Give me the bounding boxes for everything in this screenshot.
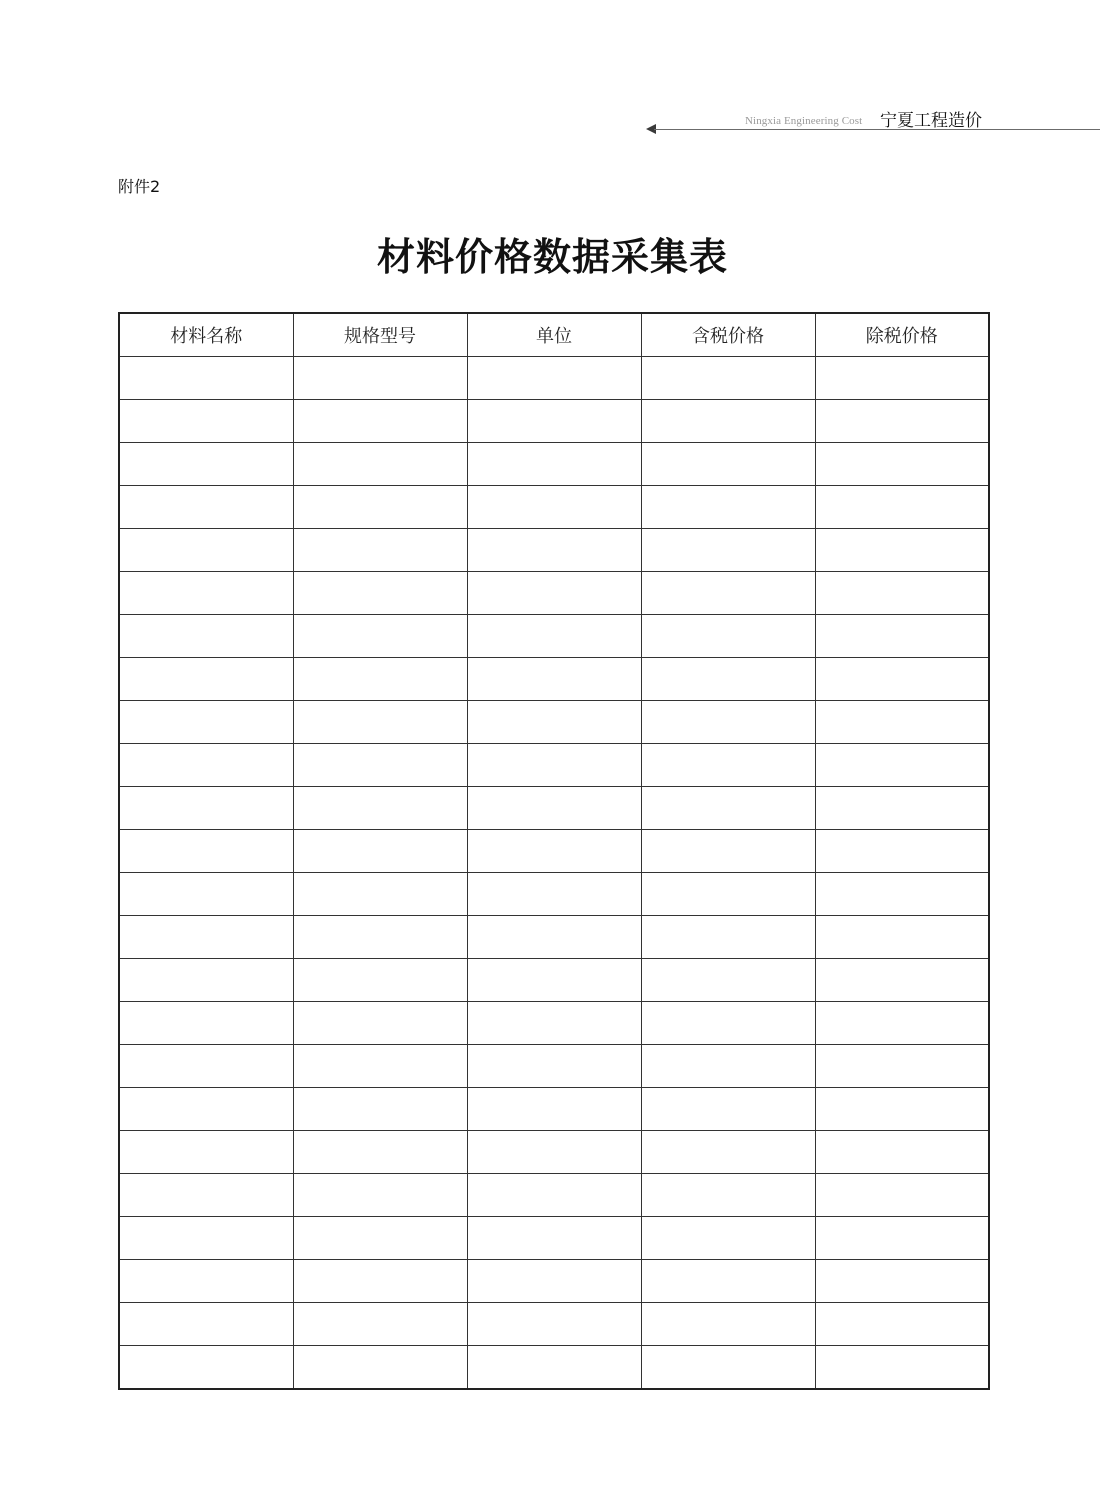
- table-cell[interactable]: [467, 744, 641, 787]
- table-row: [119, 400, 989, 443]
- table-row: [119, 1045, 989, 1088]
- table-cell[interactable]: [467, 486, 641, 529]
- table-cell[interactable]: [815, 1002, 989, 1045]
- table-row: [119, 615, 989, 658]
- table-cell[interactable]: [119, 701, 293, 744]
- column-header-spec-model: 规格型号: [293, 313, 467, 357]
- table-cell[interactable]: [641, 529, 815, 572]
- table-cell[interactable]: [293, 787, 467, 830]
- table-cell[interactable]: [119, 916, 293, 959]
- table-cell[interactable]: [815, 701, 989, 744]
- table-cell[interactable]: [467, 873, 641, 916]
- table-cell[interactable]: [815, 1131, 989, 1174]
- table-cell[interactable]: [119, 443, 293, 486]
- table-cell[interactable]: [119, 1131, 293, 1174]
- table-cell[interactable]: [641, 1217, 815, 1260]
- column-header-tax-excluded-price: 除税价格: [815, 313, 989, 357]
- table-cell[interactable]: [119, 1174, 293, 1217]
- table-cell[interactable]: [467, 1045, 641, 1088]
- table-row: [119, 916, 989, 959]
- table-cell[interactable]: [815, 443, 989, 486]
- table-cell[interactable]: [119, 529, 293, 572]
- table-cell[interactable]: [467, 357, 641, 400]
- table-cell[interactable]: [641, 400, 815, 443]
- table-cell[interactable]: [641, 1346, 815, 1390]
- table-row: [119, 1217, 989, 1260]
- table-cell[interactable]: [641, 744, 815, 787]
- table-cell[interactable]: [815, 1303, 989, 1346]
- table-cell[interactable]: [293, 529, 467, 572]
- table-cell[interactable]: [641, 1002, 815, 1045]
- table-cell[interactable]: [641, 572, 815, 615]
- table-cell[interactable]: [293, 1045, 467, 1088]
- table-cell[interactable]: [815, 1346, 989, 1390]
- table-row: [119, 1303, 989, 1346]
- column-header-unit: 单位: [467, 313, 641, 357]
- table-cell[interactable]: [815, 1217, 989, 1260]
- table-cell[interactable]: [815, 529, 989, 572]
- table-cell[interactable]: [293, 658, 467, 701]
- table-cell[interactable]: [467, 529, 641, 572]
- table-cell[interactable]: [815, 787, 989, 830]
- table-row: [119, 572, 989, 615]
- table-cell[interactable]: [119, 959, 293, 1002]
- header-english-name: Ningxia Engineering Cost: [745, 115, 863, 127]
- table-row: [119, 1346, 989, 1390]
- table-cell[interactable]: [119, 486, 293, 529]
- table-cell[interactable]: [119, 1260, 293, 1303]
- table-header-row: [119, 313, 989, 357]
- table-cell[interactable]: [293, 873, 467, 916]
- table-cell[interactable]: [641, 959, 815, 1002]
- table-cell[interactable]: [467, 1260, 641, 1303]
- table-cell[interactable]: [641, 1088, 815, 1131]
- table-cell[interactable]: [641, 1045, 815, 1088]
- table-cell[interactable]: [815, 357, 989, 400]
- table-cell[interactable]: [467, 400, 641, 443]
- table-cell[interactable]: [467, 1217, 641, 1260]
- price-collection-table: [118, 312, 990, 1390]
- table-cell[interactable]: [119, 357, 293, 400]
- table-cell[interactable]: [815, 1088, 989, 1131]
- table-cell[interactable]: [293, 1303, 467, 1346]
- table-cell[interactable]: [293, 1131, 467, 1174]
- table-cell[interactable]: [119, 1045, 293, 1088]
- table-cell[interactable]: [119, 1303, 293, 1346]
- table-cell[interactable]: [641, 1174, 815, 1217]
- table-row: [119, 959, 989, 1002]
- table-cell[interactable]: [641, 443, 815, 486]
- table-row: [119, 1174, 989, 1217]
- price-collection-table-wrapper: [118, 312, 988, 1367]
- table-cell[interactable]: [293, 744, 467, 787]
- table-cell[interactable]: [641, 658, 815, 701]
- table-cell[interactable]: [119, 572, 293, 615]
- table-row: [119, 1131, 989, 1174]
- table-cell[interactable]: [119, 1346, 293, 1390]
- table-cell[interactable]: [119, 787, 293, 830]
- table-cell[interactable]: [641, 1303, 815, 1346]
- table-row: [119, 1002, 989, 1045]
- table-cell[interactable]: [641, 830, 815, 873]
- table-cell[interactable]: [293, 830, 467, 873]
- table-cell[interactable]: [641, 701, 815, 744]
- page-title: 材料价格数据采集表: [376, 234, 728, 279]
- table-cell[interactable]: [815, 1045, 989, 1088]
- table-cell[interactable]: [467, 1131, 641, 1174]
- table-cell[interactable]: [467, 959, 641, 1002]
- table-cell[interactable]: [467, 787, 641, 830]
- table-cell[interactable]: [467, 1303, 641, 1346]
- table-cell[interactable]: [119, 658, 293, 701]
- table-cell[interactable]: [641, 615, 815, 658]
- table-cell[interactable]: [293, 1002, 467, 1045]
- table-body: [119, 357, 989, 1390]
- table-cell[interactable]: [467, 916, 641, 959]
- table-cell[interactable]: [641, 787, 815, 830]
- table-cell[interactable]: [293, 443, 467, 486]
- table-cell[interactable]: [467, 1088, 641, 1131]
- table-cell[interactable]: [119, 1002, 293, 1045]
- table-cell[interactable]: [293, 1174, 467, 1217]
- table-cell[interactable]: [467, 1002, 641, 1045]
- table-cell[interactable]: [119, 830, 293, 873]
- table-cell[interactable]: [815, 916, 989, 959]
- table-cell[interactable]: [815, 873, 989, 916]
- table-cell[interactable]: [815, 486, 989, 529]
- table-row: [119, 529, 989, 572]
- table-cell[interactable]: [641, 486, 815, 529]
- table-cell[interactable]: [815, 830, 989, 873]
- table-cell[interactable]: [293, 701, 467, 744]
- table-row: [119, 830, 989, 873]
- table-row: [119, 486, 989, 529]
- table-row: [119, 443, 989, 486]
- table-cell[interactable]: [293, 357, 467, 400]
- table-cell[interactable]: [815, 658, 989, 701]
- table-row: [119, 744, 989, 787]
- table-row: [119, 873, 989, 916]
- table-cell[interactable]: [815, 572, 989, 615]
- table-cell[interactable]: [119, 400, 293, 443]
- column-header-material-name: 材料名称: [119, 313, 293, 357]
- table-cell[interactable]: [815, 400, 989, 443]
- table-cell[interactable]: [293, 959, 467, 1002]
- table-row: [119, 1260, 989, 1303]
- header-chinese-name: 宁夏工程造价: [880, 111, 982, 131]
- table-cell[interactable]: [293, 1217, 467, 1260]
- table-cell[interactable]: [119, 873, 293, 916]
- table-cell[interactable]: [467, 443, 641, 486]
- table-cell[interactable]: [467, 830, 641, 873]
- table-cell[interactable]: [641, 916, 815, 959]
- column-header-tax-included-price: 含税价格: [641, 313, 815, 357]
- table-row: [119, 357, 989, 400]
- table-cell[interactable]: [815, 1260, 989, 1303]
- table-cell[interactable]: [815, 615, 989, 658]
- table-cell[interactable]: [815, 959, 989, 1002]
- header-rule: [654, 129, 1100, 130]
- table-cell[interactable]: [293, 1260, 467, 1303]
- table-cell[interactable]: [293, 486, 467, 529]
- table-cell[interactable]: [467, 701, 641, 744]
- table-cell[interactable]: [641, 357, 815, 400]
- table-cell[interactable]: [641, 1260, 815, 1303]
- table-row: [119, 787, 989, 830]
- table-row: [119, 1088, 989, 1131]
- table-cell[interactable]: [467, 658, 641, 701]
- table-cell[interactable]: [467, 572, 641, 615]
- attachment-label: 附件2: [118, 177, 161, 196]
- table-row: [119, 658, 989, 701]
- table-cell[interactable]: [641, 1131, 815, 1174]
- table-cell[interactable]: [119, 744, 293, 787]
- table-cell[interactable]: [119, 615, 293, 658]
- table-cell[interactable]: [815, 1174, 989, 1217]
- table-row: [119, 701, 989, 744]
- table-cell[interactable]: [467, 1174, 641, 1217]
- table-cell[interactable]: [119, 1217, 293, 1260]
- table-cell[interactable]: [641, 873, 815, 916]
- table-cell[interactable]: [815, 744, 989, 787]
- table-cell[interactable]: [119, 1088, 293, 1131]
- table-cell[interactable]: [293, 572, 467, 615]
- table-cell[interactable]: [293, 400, 467, 443]
- table-cell[interactable]: [467, 1346, 641, 1390]
- table-cell[interactable]: [293, 615, 467, 658]
- table-cell[interactable]: [467, 615, 641, 658]
- table-cell[interactable]: [293, 916, 467, 959]
- table-cell[interactable]: [293, 1346, 467, 1390]
- table-cell[interactable]: [293, 1088, 467, 1131]
